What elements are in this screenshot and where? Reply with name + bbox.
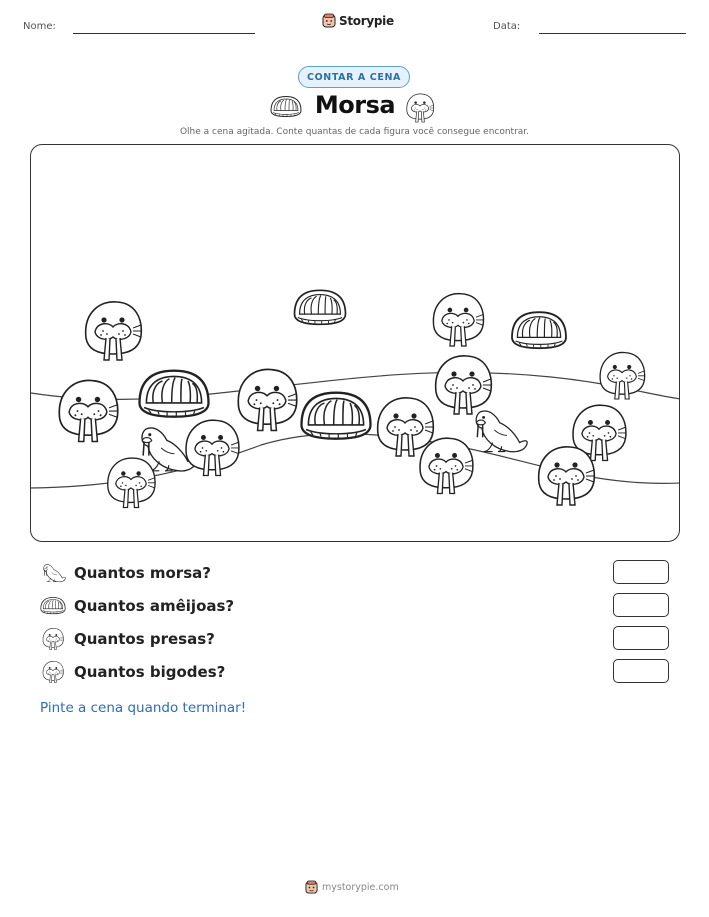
walrus-body-icon [40,561,66,585]
footer [305,880,399,895]
brand-name: Storypie [339,14,394,28]
walrus-head [436,356,492,414]
clam-icon [40,596,66,616]
clam-icon [270,93,302,121]
clam [140,371,209,417]
walrus-head [59,380,118,441]
answer-box-tusks[interactable] [613,626,669,650]
walrus-head [108,458,156,507]
brand [322,13,394,29]
question-whiskers [40,659,680,685]
walrus-head [433,294,484,346]
clam [302,393,371,439]
name-line[interactable] [73,33,255,34]
clam [295,290,346,324]
walrus-tusk-icon [42,627,64,651]
walrus-body [476,411,527,452]
question-walrus [40,560,680,586]
answer-box-clams[interactable] [613,593,669,617]
footer-note: Pinte a cena quando terminar! [40,700,247,716]
walrus-body [238,369,297,430]
walrus-head [86,302,142,360]
walrus-head [378,398,434,456]
question-text: Quantos morsa? [74,564,211,582]
answer-box-walrus[interactable] [613,560,669,584]
date-line[interactable] [539,33,686,34]
walrus-whiskers-icon [42,660,64,684]
storypie-logo-icon [305,880,318,895]
walrus-head [186,420,240,475]
page-title: Morsa [314,91,396,119]
footer-site[interactable]: mystorypie.com [322,882,399,893]
date-label: Data: [493,21,521,32]
answer-box-whiskers[interactable] [613,659,669,683]
instructions: Olhe a cena agitada. Conte quantas de cada figura você consegue encontrar. [179,127,530,137]
storypie-logo-icon [322,13,336,29]
question-text: Quantos bigodes? [74,663,226,681]
walrus-head [600,352,645,399]
question-clams [40,593,680,619]
name-label: Nome: [23,21,56,32]
question-text: Quantos amêijoas? [74,597,235,615]
clam [512,312,566,348]
activity-badge: CONTAR A CENA [298,66,410,88]
walrus-head [539,447,595,505]
walrus-head [420,438,474,493]
counting-scene [30,144,680,542]
question-tusks [40,626,680,652]
question-text: Quantos presas? [74,630,215,648]
walrus-icon [405,93,435,123]
